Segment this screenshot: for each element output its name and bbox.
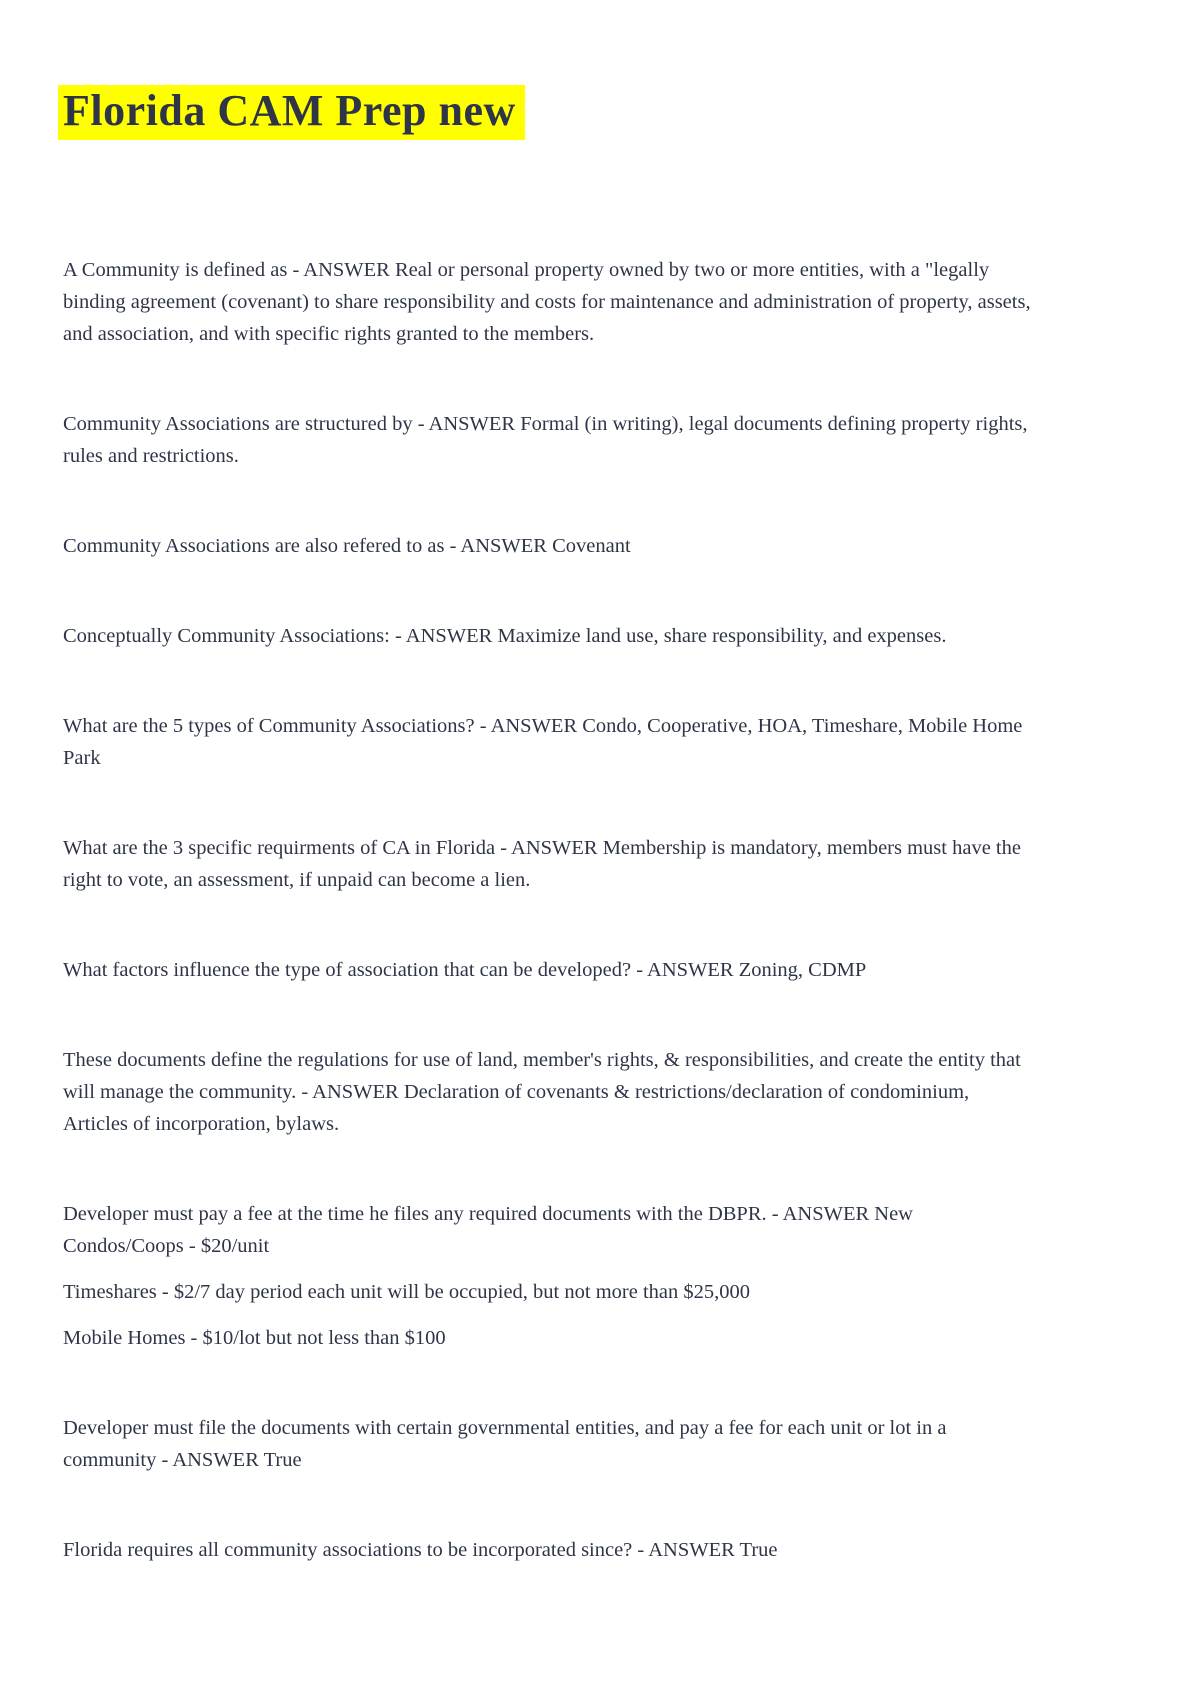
qa-block [63, 1412, 1031, 1476]
qa-block [63, 530, 1031, 562]
page-title [63, 86, 1131, 136]
title-highlight: Florida CAM Prep new [58, 85, 525, 140]
qa-block [63, 1044, 1031, 1140]
qa-paragraph: Timeshares - $2/7 day period each unit will be occupied, but not more than $25,000 [63, 1281, 750, 1303]
qa-paragraph: Florida requires all community associations to be incorporated since? - ANSWER True [63, 1539, 778, 1561]
qa-block [63, 1534, 1031, 1566]
qa-paragraph: What factors influence the type of association that can be developed? - ANSWER Zoning, CDMP [63, 959, 867, 981]
qa-paragraph: Community Associations are structured by - ANSWER Formal (in writing), legal documents defining property rights, rules and restrictions. [63, 413, 1028, 467]
qa-block [63, 832, 1031, 896]
qa-paragraph: Community Associations are also refered to as - ANSWER Covenant [63, 535, 631, 557]
qa-paragraph: Conceptually Community Associations: - ANSWER Maximize land use, share responsibility, and expenses. [63, 625, 947, 647]
qa-paragraph: Developer must pay a fee at the time he files any required documents with the DBPR. - ANSWER New Condos/Coops - $20/unit [63, 1203, 913, 1257]
qa-block [63, 710, 1031, 774]
document-body [63, 254, 1031, 1566]
qa-paragraph: A Community is defined as - ANSWER Real or personal property owned by two or more entities, with a "legally binding agreement (covenant) to share responsibility and costs for maintenance and administration of property, assets, and association, and with specific rights granted to the members. [63, 259, 1031, 345]
qa-block [63, 954, 1031, 986]
qa-paragraph: What are the 5 types of Community Associations? - ANSWER Condo, Cooperative, HOA, Timeshare, Mobile Home Park [63, 715, 1023, 769]
qa-paragraph: Mobile Homes - $10/lot but not less than $100 [63, 1327, 446, 1349]
qa-paragraph: What are the 3 specific requirments of CA in Florida - ANSWER Membership is mandatory, members must have the right to vote, an assessment, if unpaid can become a lien. [63, 837, 1021, 891]
qa-block [63, 1198, 1031, 1354]
qa-block [63, 254, 1031, 350]
qa-paragraph: These documents define the regulations for use of land, member's rights, & responsibilities, and create the entity that will manage the community. - ANSWER Declaration of covenants & restrictions/declaration of condominium, Articles of incorporation, bylaws. [63, 1049, 1021, 1135]
qa-block [63, 408, 1031, 472]
qa-paragraph: Developer must file the documents with certain governmental entities, and pay a fee for each unit or lot in a community - ANSWER True [63, 1417, 947, 1471]
qa-block [63, 620, 1031, 652]
